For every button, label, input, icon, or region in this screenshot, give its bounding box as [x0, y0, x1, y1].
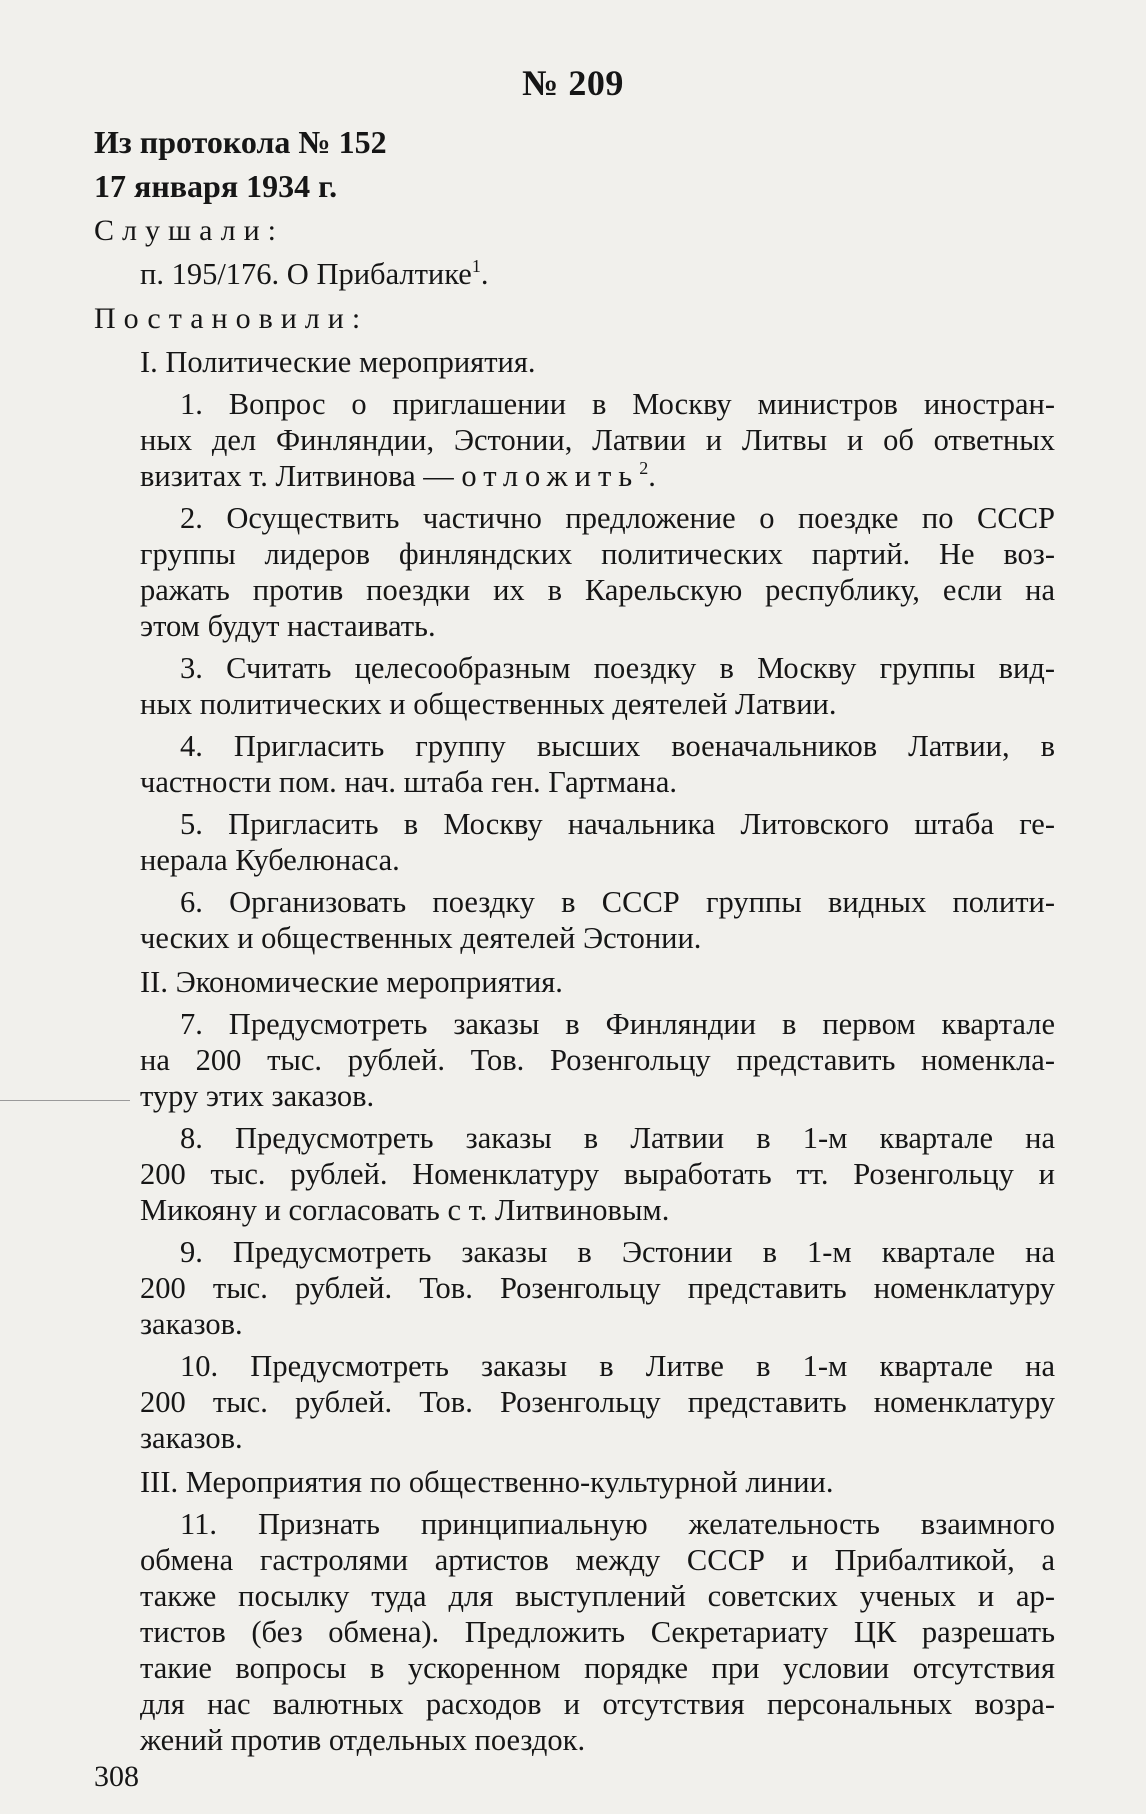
paragraph-line: 5. Пригласить в Москву начальника Литовского штаба ге- — [180, 807, 1055, 841]
paragraph-line: Микояну и согласовать с т. Литвиновым. — [140, 1193, 670, 1227]
emphasis-text: отложить — [461, 459, 640, 493]
section-heading: I. Политические мероприятия. — [140, 345, 536, 379]
paragraph-line: 9. Предусмотреть заказы в Эстонии в 1-м квартале на — [180, 1235, 1055, 1269]
paragraph-line: обмена гастролями артистов между СССР и Прибалтикой, а — [140, 1543, 1055, 1577]
paragraph-line: такие вопросы в ускоренном порядке при условии отсутствия — [140, 1651, 1055, 1685]
paragraph-line: 10. Предусмотреть заказы в Литве в 1-м квартале на — [180, 1349, 1055, 1383]
paragraph-line: 200 тыс. рублей. Тов. Розенгольцу представить номенклатуру — [140, 1385, 1055, 1419]
paragraph-line: 4. Пригласить группу высших военачальников Латвии, в — [180, 729, 1055, 763]
paragraph-line: ных дел Финляндии, Эстонии, Латвии и Литвы и об ответных — [140, 423, 1055, 457]
paragraph-line: ческих и общественных деятелей Эстонии. — [140, 921, 702, 955]
protocol-date: 17 января 1934 г. — [94, 168, 338, 204]
paragraph-line: 11. Признать принципиальную желательность взаимного — [180, 1507, 1055, 1541]
margin-mark — [0, 1100, 130, 1101]
paragraph-line: нерала Кубелюнаса. — [140, 843, 400, 877]
paragraph-line: 6. Организовать поездку в СССР группы видных полити- — [180, 885, 1055, 919]
paragraph-line: 200 тыс. рублей. Тов. Розенгольцу представить номенклатуру — [140, 1271, 1055, 1305]
paragraph-line: туру этих заказов. — [140, 1079, 375, 1113]
document-number: № 209 — [522, 63, 624, 103]
paragraph-line: заказов. — [140, 1307, 243, 1341]
paragraph-line: заказов. — [140, 1421, 243, 1455]
paragraph-line: для нас валютных расходов и отсутствия персональных возра- — [140, 1687, 1055, 1721]
paragraph-line: 2. Осуществить частично предложение о поездке по СССР — [180, 501, 1055, 535]
paragraph-line: 1. Вопрос о приглашении в Москву министров иностран- — [180, 387, 1055, 421]
paragraph-line: жений против отдельных поездок. — [140, 1723, 586, 1757]
paragraph-line: на 200 тыс. рублей. Тов. Розенгольцу представить номенкла- — [140, 1043, 1055, 1077]
paragraph-line: этом будут настаивать. — [140, 609, 436, 643]
section-heading: II. Экономические мероприятия. — [140, 965, 563, 999]
paragraph-line: 3. Считать целесообразным поездку в Москву группы вид- — [180, 651, 1055, 685]
slushali-label: Слушали: — [94, 214, 285, 247]
section-heading: III. Мероприятия по общественно-культурной линии. — [140, 1465, 834, 1499]
paragraph-line: ражать против поездки их в Карельскую республику, если на — [140, 573, 1055, 607]
paragraph-line: 7. Предусмотреть заказы в Финляндии в первом квартале — [180, 1007, 1055, 1041]
footnote-ref: 1 — [471, 256, 481, 276]
protocol-title: Из протокола № 152 — [94, 124, 387, 160]
page-number: 308 — [94, 1760, 139, 1793]
footnote-ref: 2 — [639, 458, 649, 478]
slushali-item: п. 195/176. О Прибалтике$^1$. — [140, 256, 489, 291]
paragraph-line: тистов (без обмена). Предложить Секретариату ЦК разрешать — [140, 1615, 1055, 1649]
paragraph-line: также посылку туда для выступлений советских ученых и ар- — [140, 1579, 1055, 1613]
paragraph-line: частности пом. нач. штаба ген. Гартмана. — [140, 765, 677, 799]
postanovili-label: Постановили: — [94, 302, 369, 335]
paragraph-line: ных политических и общественных деятелей Латвии. — [140, 687, 837, 721]
paragraph-line: 8. Предусмотреть заказы в Латвии в 1-м квартале на — [180, 1121, 1055, 1155]
paragraph-line: визитах т. Литвинова — отложить$^2$. — [140, 458, 656, 493]
paragraph-line: группы лидеров финляндских политических партий. Не воз- — [140, 537, 1055, 571]
paragraph-line: 200 тыс. рублей. Номенклатуру выработать тт. Розенгольцу и — [140, 1157, 1055, 1191]
protocol-heading — [94, 120, 387, 208]
